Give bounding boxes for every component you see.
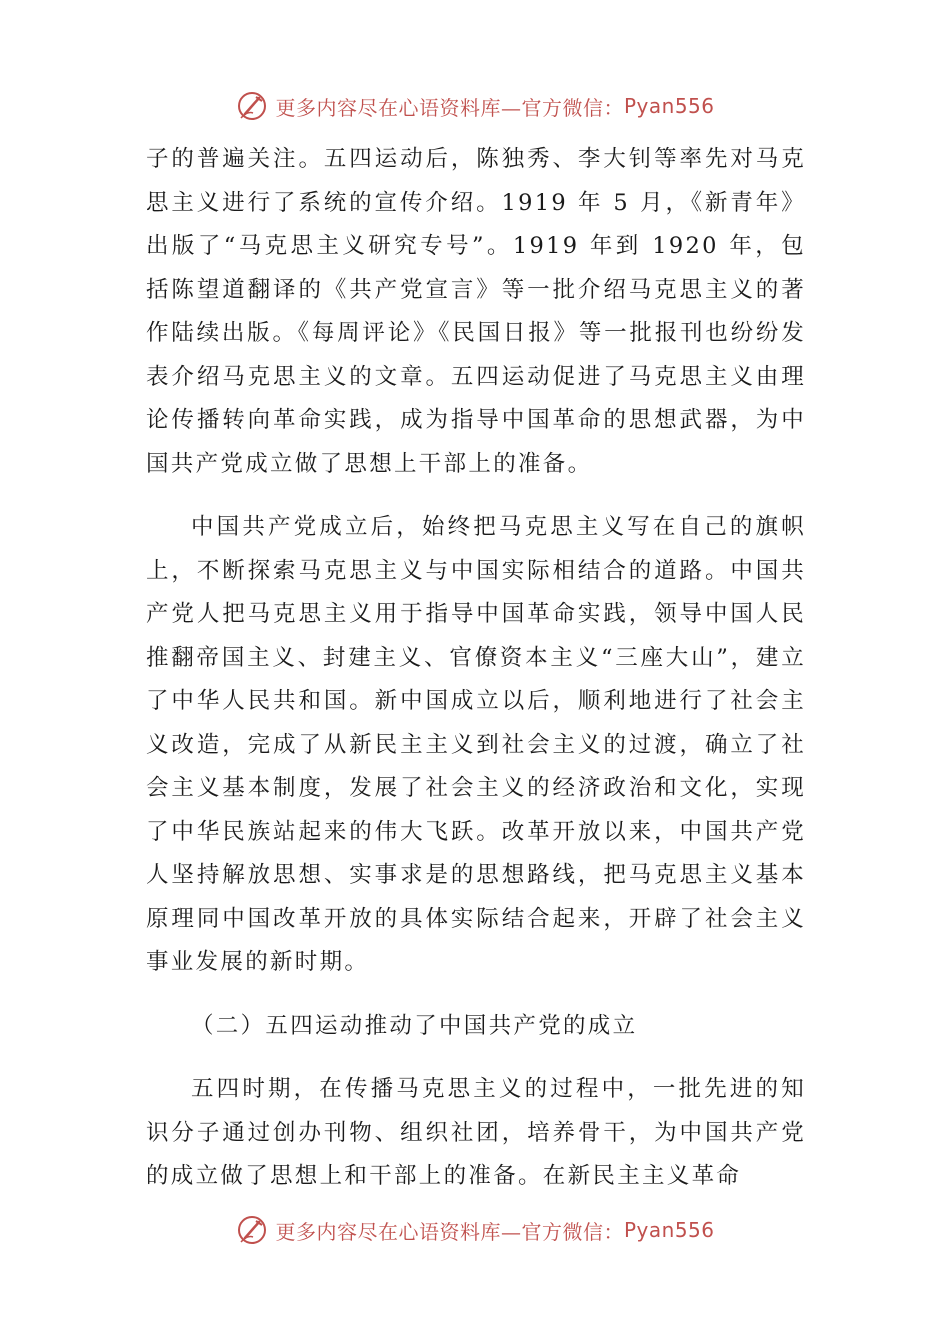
section-heading: （二）五四运动推动了中国共产党的成立 bbox=[191, 1012, 638, 1039]
paragraph-3: 五四时期，在传播马克思主义的过程中，一批先进的知识分子通过创办刊物、组织社团，培养骨干，为中国共产党的成立做了思想上和干部上的准备。在新民主主义革命 bbox=[146, 1076, 806, 1189]
watermark-footer bbox=[0, 1210, 950, 1250]
paragraph-2: 中国共产党成立后，始终把马克思主义写在自己的旗帜上，不断探索马克思主义与中国实际相结合的道路。中国共产党人把马克思主义用于指导中国革命实践，领导中国人民推翻帝国主义、封建主义、官僚资本主义“三座大山”，建立了中华人民共和国。新中国成立以后，顺利地进行了社会主义改造，完成了从新民主主义到社会主义的过渡，确立了社会主义基本制度，发展了社会主义的经济政治和文化，实现了中华民族站起来的伟大飞跃。改革开放以来，中国共产党人坚持解放思想、实事求是的思想路线，把马克思主义基本原理同中国改革开放的具体实际结合起来，开辟了社会主义事业发展的新时期。 bbox=[146, 514, 806, 975]
watermark-text: 更多内容尽在心语资料库—官方微信： bbox=[275, 1219, 624, 1244]
document-body bbox=[146, 138, 806, 1199]
watermark-wechat-id: Pyan556 bbox=[623, 1218, 715, 1242]
pen-logo-icon bbox=[235, 89, 269, 123]
watermark-header bbox=[0, 86, 950, 126]
watermark-wechat-id: Pyan556 bbox=[623, 94, 715, 118]
watermark-text: 更多内容尽在心语资料库—官方微信： bbox=[275, 95, 624, 120]
paragraph-1: 子的普遍关注。五四运动后，陈独秀、李大钊等率先对马克思主义进行了系统的宣传介绍。1919 年 5 月，《新青年》出版了“马克思主义研究专号”。1919 年到 1920 年，包括陈望道翻译的《共产党宣言》等一批介绍马克思主义的著作陆续出版。《每周评论》《民国日报》等一批报刊也纷纷发表介绍马克思主义的文章。五四运动促进了马克思主义由理论传播转向革命实践，成为指导中国革命的思想武器，为中国共产党成立做了思想上干部上的准备。 bbox=[146, 146, 806, 477]
pen-logo-icon bbox=[235, 1213, 269, 1247]
